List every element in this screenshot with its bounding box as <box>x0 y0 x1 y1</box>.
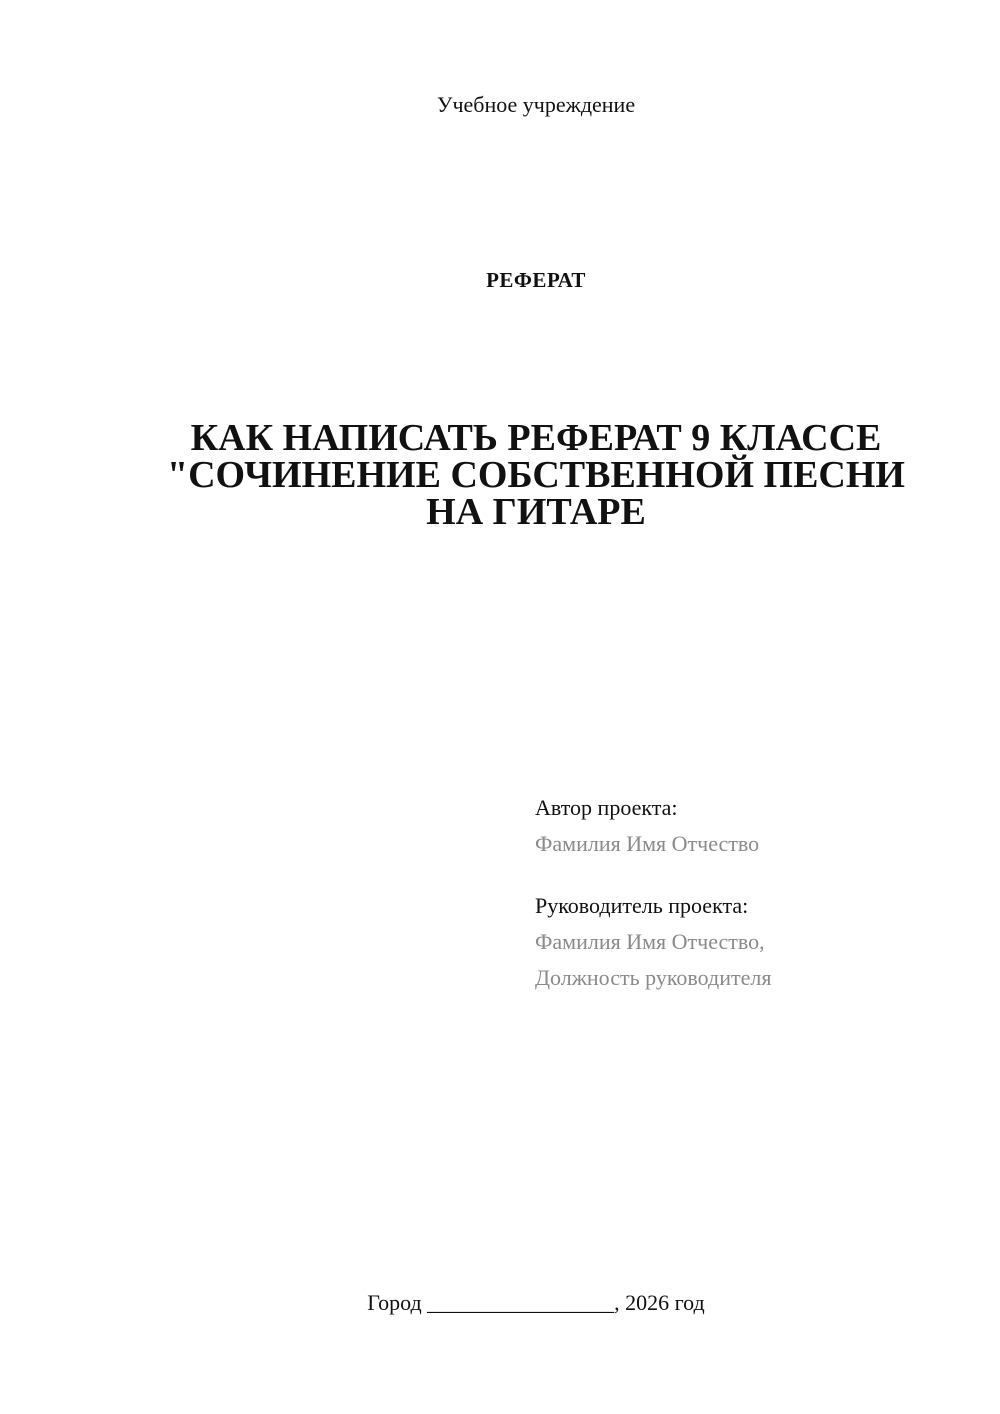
document-title <box>130 417 942 533</box>
author-label: Автор проекта: <box>535 795 678 820</box>
supervisor-name: Фамилия Имя Отчество, <box>535 929 765 954</box>
document-type: РЕФЕРАТ <box>486 268 586 292</box>
institution-name: Учебное учреждение <box>436 92 636 117</box>
supervisor-label: Руководитель проекта: <box>535 893 749 918</box>
supervisor-position: Должность руководителя <box>535 965 772 990</box>
title-line-1: КАК НАПИСАТЬ РЕФЕРАТ 9 КЛАССЕ <box>190 417 882 459</box>
project-info <box>535 790 771 996</box>
title-line-3: НА ГИТАРЕ <box>426 491 646 533</box>
author-name: Фамилия Имя Отчество <box>535 831 760 856</box>
spacer <box>535 862 771 888</box>
city-year-footer: Город _________________, 2026 год <box>367 1290 705 1315</box>
title-line-2: "СОЧИНЕНИЕ СОБСТВЕННОЙ ПЕСНИ <box>167 454 905 496</box>
